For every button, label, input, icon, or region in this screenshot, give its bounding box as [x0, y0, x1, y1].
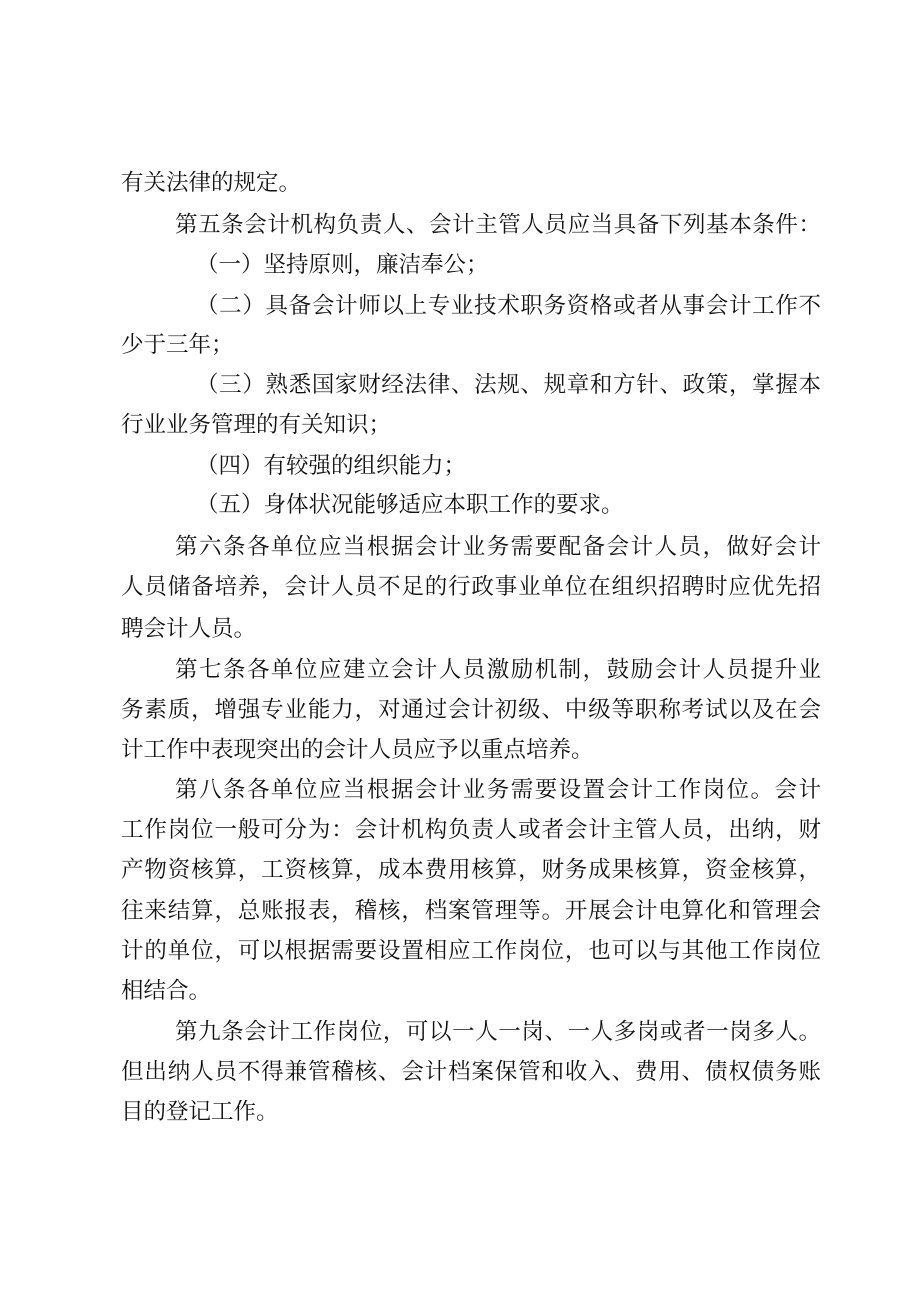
text-line: 计工作中表现突出的会计人员应予以重点培养。 — [121, 737, 594, 763]
text-line: 但出纳人员不得兼管稽核、会计档案保管和收入、费用、债权债务账 — [121, 1059, 821, 1085]
list-item-line: （五）身体状况能够适应本职工作的要求。 — [196, 492, 624, 518]
article-9-heading-line: 第九条会计工作岗位，可以一人一岗、一人多岗或者一岗多人。 — [175, 1019, 821, 1045]
article-8-heading-line: 第八条各单位应当根据会计业务需要设置会计工作岗位。会计 — [175, 777, 821, 803]
text-line: 人员储备培养，会计人员不足的行政事业单位在组织招聘时应优先招 — [121, 574, 821, 600]
text-line: 产物资核算，工资核算，成本费用核算，财务成果核算，资金核算， — [121, 857, 821, 883]
text-line: 工作岗位一般可分为：会计机构负责人或者会计主管人员，出纳，财 — [121, 817, 821, 843]
text-line: 目的登记工作。 — [121, 1099, 279, 1125]
list-item-line: （一）坚持原则，廉洁奉公； — [196, 252, 489, 278]
text-line: 行业业务管理的有关知识； — [121, 412, 392, 438]
article-6-heading-line: 第六条各单位应当根据会计业务需要配备会计人员，做好会计 — [175, 534, 821, 560]
text-line: 往来结算，总账报表，稽核，档案管理等。开展会计电算化和管理会 — [121, 898, 821, 924]
list-item-line: （三）熟悉国家财经法律、法规、规章和方针、政策，掌握本 — [196, 372, 821, 398]
text-line: 聘会计人员。 — [121, 616, 257, 642]
article-7-heading-line: 第七条各单位应建立会计人员激励机制，鼓励会计人员提升业 — [175, 657, 821, 683]
text-line: 相结合。 — [121, 978, 212, 1004]
text-line: 少于三年； — [121, 332, 234, 358]
text-line: 务素质，增强专业能力，对通过会计初级、中级等职称考试以及在会 — [121, 697, 821, 723]
text-line: 计的单位，可以根据需要设置相应工作岗位，也可以与其他工作岗位 — [121, 938, 821, 964]
list-item-line: （四）有较强的组织能力； — [196, 453, 467, 479]
article-5-heading-line: 第五条会计机构负责人、会计主管人员应当具备下列基本条件： — [175, 212, 821, 238]
list-item-line: （二）具备会计师以上专业技术职务资格或者从事会计工作不 — [196, 293, 821, 319]
text-line: 有关法律的规定。 — [121, 170, 302, 196]
